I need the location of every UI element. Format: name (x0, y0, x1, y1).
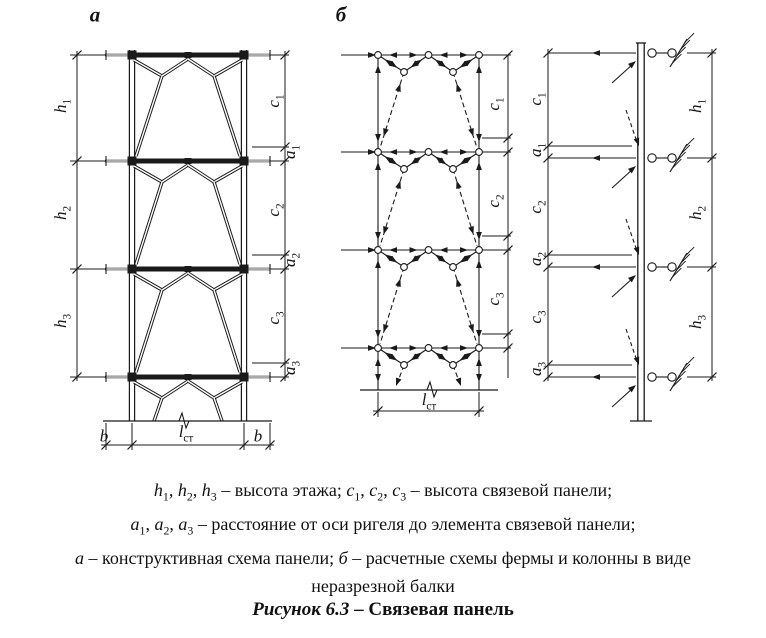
column-bar (630, 43, 652, 421)
dim-label-col-a2: $a_2$ (526, 251, 549, 267)
dim-label-truss-c3: $c_3$ (484, 292, 507, 306)
figure-title-separator: – (349, 599, 369, 620)
scheme-a-label: а (89, 2, 101, 27)
dim-label-c1: $c_1$ (264, 94, 287, 108)
dim-floor-heights (70, 51, 106, 382)
dim-label-a2: $a_2$ (280, 252, 303, 268)
dim-label-h2: $h_2$ (51, 205, 74, 221)
dim-label-c3: $c_3$ (264, 311, 287, 325)
column-scheme (544, 33, 717, 421)
dim-label-col-c1: $c_1$ (526, 92, 549, 106)
figure-number: Рисунок 6.3 (252, 599, 350, 620)
dim-label-col-c2: $c_2$ (526, 200, 549, 214)
dim-label-col-h1: $h_1$ (686, 98, 709, 114)
dim-label-col-c3: $c_3$ (526, 310, 549, 324)
dim-label-a1: $a_1$ (280, 144, 303, 160)
support (648, 138, 716, 172)
caption-line-3: а – конструктивная схема панели; б – расчетные схемы фермы и колонны в виде (75, 548, 691, 569)
caption-line-4: неразрезной балки (311, 575, 455, 596)
bracing (134, 59, 242, 421)
dim-label-c2: $c_2$ (264, 203, 287, 217)
dim-label-col-h2: $h_2$ (686, 205, 709, 221)
dim-label-a3: $a_3$ (280, 360, 303, 376)
figure-title (0, 599, 766, 621)
support (648, 33, 716, 67)
figure-caption (0, 477, 766, 600)
truss-bracing (375, 55, 482, 387)
dim-label-truss-c1: $c_1$ (484, 97, 507, 111)
dim-label-h1: $h_1$ (51, 98, 74, 114)
dim-label-col-a1: $a_1$ (526, 142, 549, 158)
dim-label-lst-a: $l_{ст}$ (178, 422, 194, 445)
dim-label-h3: $h_3$ (51, 313, 74, 329)
column-loads (548, 50, 642, 407)
dim-label-col-a3: $a_3$ (526, 361, 549, 377)
support (648, 357, 716, 391)
dim-label-col-h3: $h_3$ (686, 314, 709, 330)
dim-label-lst-b: $l_{ст}$ (421, 390, 437, 413)
scheme-b-label: б (335, 2, 347, 27)
caption-line-1: $h_1$, $h_2$, $h_3$ – высота этажа; $c_1$, $c_2$, $c_3$ – высота связевой панели; (153, 480, 613, 504)
dim-column-right (708, 49, 717, 382)
support (648, 247, 716, 281)
dim-label-b-right: b (253, 426, 263, 446)
columns (129, 50, 246, 421)
figure-title-text: Связевая панель (368, 599, 514, 620)
dim-label-b-left: b (99, 426, 109, 446)
structural-scheme-a (70, 50, 290, 450)
caption-line-2: $a_1$, $a_2$, $a_3$ – расстояние от оси ригеля до элемента связевой панели; (130, 514, 636, 538)
dim-label-truss-c2: $c_2$ (484, 194, 507, 208)
